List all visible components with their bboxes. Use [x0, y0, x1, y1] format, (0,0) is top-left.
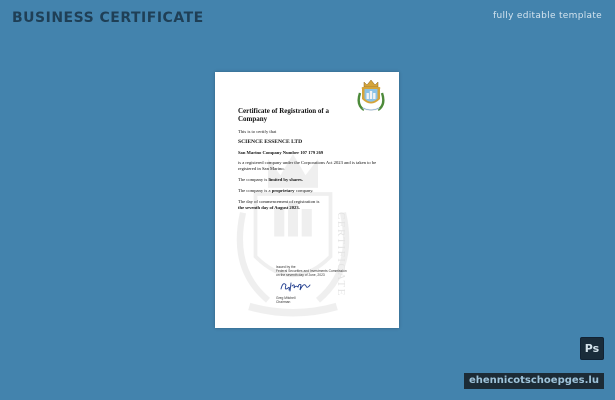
handwritten-signature [279, 279, 313, 293]
issue-date: on the seventh day of June, 2023 [276, 273, 325, 278]
company-name: SCIENCE ESSENCE LTD [238, 138, 303, 145]
company-type-line: The company is a proprietary company. [238, 187, 314, 193]
company-number: San Marino Company Number 107 179 269 [238, 149, 324, 155]
issued-by-line: Issued by the [276, 265, 296, 269]
certificate-title: Certificate of Registration of a Company [238, 107, 329, 124]
registration-statement: is a registered company under the Corporations Act 2023 and is taken to be registered in San Marino. [238, 159, 377, 171]
page-title: BUSINESS CERTIFICATE [12, 10, 204, 26]
certificate-watermark: CERTIFICATE [335, 212, 347, 297]
signer-role: Chairman [276, 299, 291, 304]
commencement-line: The day of commencement of registration is the seventh day of August 2023. [238, 198, 320, 210]
limited-by-shares-line: The company is limited by shares. [238, 176, 303, 182]
certify-line: This is to certify that [238, 128, 277, 134]
certificate-document [215, 72, 399, 328]
issuer-name: Federal Securities and Investments Commission [276, 269, 347, 274]
signer-name: Greg Mitchell [276, 295, 296, 300]
website-label: ehennicotschoepges.lu [464, 373, 604, 389]
certificate-body [238, 107, 378, 211]
template-tagline: fully editable template [493, 11, 602, 21]
signature-block [276, 265, 386, 304]
photoshop-icon: Ps [580, 337, 604, 360]
